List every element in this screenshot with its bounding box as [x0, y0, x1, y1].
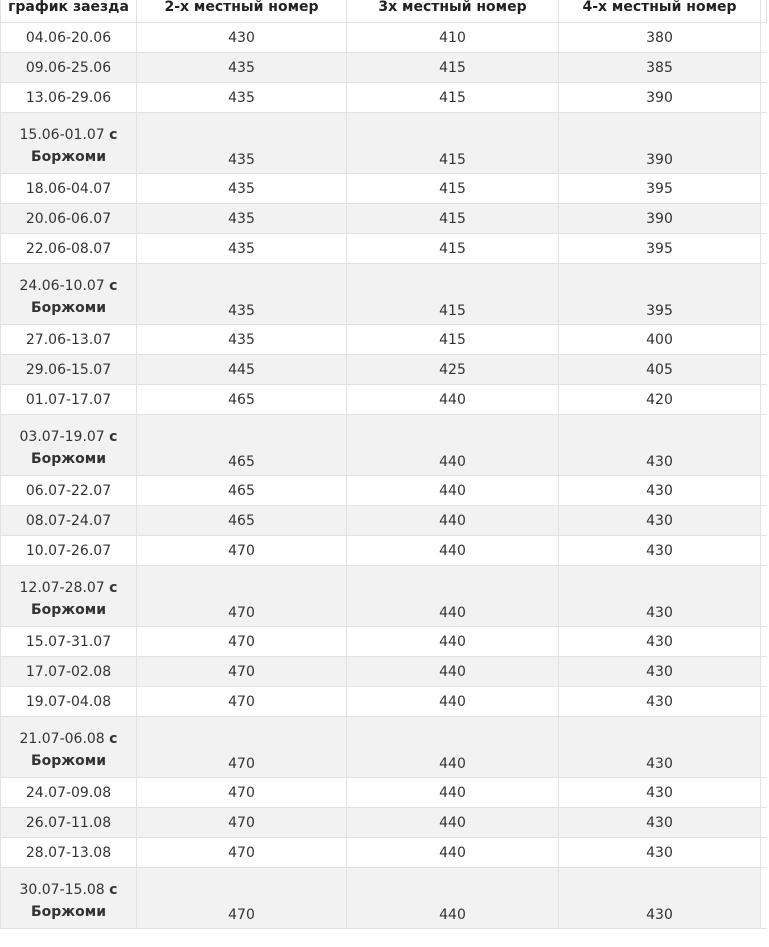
row-edge	[761, 566, 767, 627]
schedule-dates: 08.07-24.07	[25, 512, 112, 529]
schedule-dates: 15.06-01.07	[19, 127, 105, 143]
schedule-dates: 06.07-22.07	[25, 482, 112, 499]
row-edge	[761, 627, 767, 657]
row-edge	[761, 385, 767, 415]
row-edge	[761, 23, 767, 53]
double-room-price: 430	[137, 23, 347, 53]
table-row	[1, 506, 767, 536]
triple-room-price: 440	[347, 536, 559, 566]
row-edge	[761, 838, 767, 868]
schedule-cell	[1, 536, 137, 566]
table-row	[1, 264, 767, 325]
table-row	[1, 717, 767, 778]
double-room-price: 435	[137, 234, 347, 264]
schedule-dates: 01.07-17.07	[25, 391, 112, 408]
table-row	[1, 174, 767, 204]
row-edge	[761, 808, 767, 838]
schedule-cell	[1, 687, 137, 717]
double-room-price: 465	[137, 385, 347, 415]
schedule-cell	[1, 204, 137, 234]
double-room-price: 435	[137, 325, 347, 355]
double-room-price: 435	[137, 53, 347, 83]
schedule-dates: 13.06-29.06	[25, 89, 112, 106]
quad-room-price: 380	[559, 23, 761, 53]
quad-room-price: 430	[559, 778, 761, 808]
quad-room-price: 390	[559, 204, 761, 234]
row-edge	[761, 174, 767, 204]
quad-room-price: 430	[559, 657, 761, 687]
triple-room-price: 410	[347, 23, 559, 53]
triple-room-price: 440	[347, 385, 559, 415]
row-edge	[761, 264, 767, 325]
quad-room-price: 400	[559, 325, 761, 355]
schedule-cell	[1, 113, 137, 174]
double-room-price: 470	[137, 717, 347, 778]
quad-room-price: 430	[559, 838, 761, 868]
schedule-dates: 15.07-31.07	[25, 633, 112, 650]
quad-room-price: 430	[559, 687, 761, 717]
table-row	[1, 687, 767, 717]
quad-room-price: 430	[559, 566, 761, 627]
row-edge	[761, 536, 767, 566]
double-room-price: 470	[137, 778, 347, 808]
schedule-suffix: с	[109, 580, 118, 596]
double-room-price: 470	[137, 868, 347, 929]
triple-room-price: 440	[347, 778, 559, 808]
schedule-cell	[1, 234, 137, 264]
double-room-price: 470	[137, 657, 347, 687]
schedule-dates: 24.07-09.08	[25, 784, 112, 801]
triple-room-price: 415	[347, 264, 559, 325]
schedule-cell	[1, 868, 137, 929]
row-edge	[761, 325, 767, 355]
double-room-price: 435	[137, 204, 347, 234]
row-edge	[761, 415, 767, 476]
schedule-dates: 28.07-13.08	[25, 844, 112, 861]
triple-room-price: 415	[347, 113, 559, 174]
row-edge	[761, 657, 767, 687]
double-room-price: 470	[137, 687, 347, 717]
triple-room-price: 415	[347, 83, 559, 113]
schedule-cell	[1, 566, 137, 627]
schedule-cell	[1, 657, 137, 687]
schedule-suffix: с	[109, 882, 118, 898]
double-room-price: 435	[137, 264, 347, 325]
table-row	[1, 204, 767, 234]
schedule-dates: 26.07-11.08	[25, 814, 112, 831]
schedule-cell	[1, 174, 137, 204]
schedule-cell	[1, 717, 137, 778]
double-room-price: 435	[137, 113, 347, 174]
schedule-dates: 20.06-06.07	[25, 210, 112, 227]
double-room-price: 465	[137, 476, 347, 506]
table-row	[1, 325, 767, 355]
row-edge	[761, 53, 767, 83]
schedule-cell	[1, 264, 137, 325]
table-header	[1, 0, 767, 23]
quad-room-price: 430	[559, 808, 761, 838]
triple-room-price: 440	[347, 566, 559, 627]
schedule-dates: 12.07-28.07	[19, 580, 105, 596]
table-row	[1, 627, 767, 657]
schedule-cell	[1, 83, 137, 113]
schedule-extra: Боржоми	[30, 149, 107, 165]
double-room-price: 445	[137, 355, 347, 385]
schedule-extra: Боржоми	[30, 602, 107, 618]
row-edge	[761, 687, 767, 717]
double-room-price: 470	[137, 627, 347, 657]
triple-room-price: 440	[347, 415, 559, 476]
row-edge	[761, 868, 767, 929]
table-row	[1, 536, 767, 566]
double-room-price: 470	[137, 808, 347, 838]
triple-room-price: 440	[347, 657, 559, 687]
schedule-extra: Боржоми	[30, 451, 107, 467]
quad-room-price: 385	[559, 53, 761, 83]
table-row	[1, 476, 767, 506]
table-row	[1, 83, 767, 113]
double-room-price: 470	[137, 536, 347, 566]
row-edge	[761, 506, 767, 536]
table-row	[1, 355, 767, 385]
table-body	[1, 23, 767, 929]
table-row	[1, 234, 767, 264]
quad-room-price: 430	[559, 717, 761, 778]
row-edge	[761, 83, 767, 113]
table-row	[1, 657, 767, 687]
double-room-price: 465	[137, 506, 347, 536]
row-edge	[761, 204, 767, 234]
schedule-cell	[1, 325, 137, 355]
schedule-extra: Боржоми	[30, 753, 107, 769]
triple-room-price: 415	[347, 234, 559, 264]
schedule-suffix: с	[109, 731, 118, 747]
table-row	[1, 415, 767, 476]
row-edge	[761, 234, 767, 264]
quad-room-price: 430	[559, 415, 761, 476]
triple-room-price: 440	[347, 687, 559, 717]
quad-room-price: 395	[559, 264, 761, 325]
quad-room-price: 430	[559, 627, 761, 657]
schedule-dates: 18.06-04.07	[25, 180, 112, 197]
schedule-dates: 17.07-02.08	[25, 663, 112, 680]
triple-room-price: 440	[347, 476, 559, 506]
schedule-cell	[1, 476, 137, 506]
table-row	[1, 566, 767, 627]
quad-room-price: 430	[559, 536, 761, 566]
schedule-dates: 09.06-25.06	[25, 59, 112, 76]
triple-room-price: 415	[347, 204, 559, 234]
triple-room-price: 415	[347, 174, 559, 204]
schedule-dates: 30.07-15.08	[19, 882, 105, 898]
schedule-dates: 10.07-26.07	[25, 542, 112, 559]
quad-room-price: 430	[559, 476, 761, 506]
double-room-price: 465	[137, 415, 347, 476]
double-room-price: 470	[137, 566, 347, 627]
double-room-price: 435	[137, 83, 347, 113]
schedule-cell	[1, 53, 137, 83]
schedule-cell	[1, 385, 137, 415]
header-triple-room: 3х местный номер	[347, 0, 559, 23]
schedule-extra: Боржоми	[30, 300, 107, 316]
triple-room-price: 440	[347, 627, 559, 657]
schedule-dates: 19.07-04.08	[25, 693, 112, 710]
schedule-cell	[1, 355, 137, 385]
schedule-cell	[1, 506, 137, 536]
schedule-dates: 24.06-10.07	[19, 278, 105, 294]
table-row	[1, 385, 767, 415]
table-row	[1, 778, 767, 808]
header-row	[1, 0, 767, 23]
triple-room-price: 440	[347, 506, 559, 536]
triple-room-price: 415	[347, 53, 559, 83]
schedule-cell	[1, 778, 137, 808]
schedule-dates: 04.06-20.06	[25, 29, 112, 46]
schedule-suffix: с	[109, 278, 118, 294]
schedule-suffix: с	[109, 127, 118, 143]
table-row	[1, 838, 767, 868]
schedule-cell	[1, 415, 137, 476]
row-edge	[761, 355, 767, 385]
schedule-dates: 22.06-08.07	[25, 240, 112, 257]
schedule-cell	[1, 627, 137, 657]
table-row	[1, 53, 767, 83]
row-edge	[761, 476, 767, 506]
quad-room-price: 395	[559, 174, 761, 204]
triple-room-price: 440	[347, 717, 559, 778]
triple-room-price: 440	[347, 838, 559, 868]
schedule-cell	[1, 23, 137, 53]
quad-room-price: 390	[559, 113, 761, 174]
quad-room-price: 430	[559, 506, 761, 536]
table-row	[1, 113, 767, 174]
schedule-dates: 21.07-06.08	[19, 731, 105, 747]
header-quad-room: 4-х местный номер	[559, 0, 761, 23]
quad-room-price: 390	[559, 83, 761, 113]
schedule-cell	[1, 838, 137, 868]
row-edge	[761, 717, 767, 778]
schedule-dates: 29.06-15.07	[25, 361, 112, 378]
quad-room-price: 395	[559, 234, 761, 264]
schedule-suffix: с	[109, 429, 118, 445]
row-edge	[761, 778, 767, 808]
triple-room-price: 440	[347, 868, 559, 929]
header-double-room: 2-х местный номер	[137, 0, 347, 23]
table-row	[1, 23, 767, 53]
schedule-dates: 27.06-13.07	[25, 331, 112, 348]
double-room-price: 470	[137, 838, 347, 868]
header-schedule: график заезда	[1, 0, 137, 23]
schedule-dates: 03.07-19.07	[19, 429, 105, 445]
table-row	[1, 868, 767, 929]
quad-room-price: 405	[559, 355, 761, 385]
header-edge	[761, 0, 767, 23]
schedule-extra: Боржоми	[30, 904, 107, 920]
quad-room-price: 430	[559, 868, 761, 929]
triple-room-price: 440	[347, 808, 559, 838]
triple-room-price: 415	[347, 325, 559, 355]
quad-room-price: 420	[559, 385, 761, 415]
schedule-cell	[1, 808, 137, 838]
triple-room-price: 425	[347, 355, 559, 385]
table-row	[1, 808, 767, 838]
double-room-price: 435	[137, 174, 347, 204]
row-edge	[761, 113, 767, 174]
